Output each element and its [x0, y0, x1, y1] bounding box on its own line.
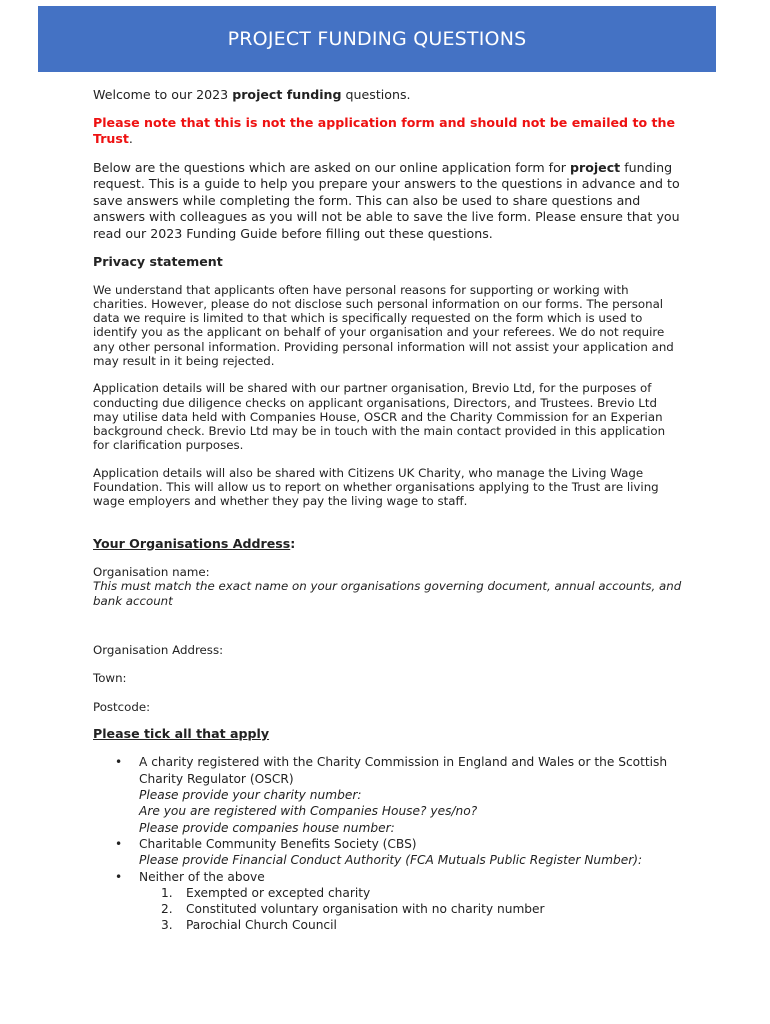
town-label: Town: — [93, 671, 127, 686]
bullet-icon: • — [115, 755, 123, 770]
page-title: PROJECT FUNDING QUESTIONS — [227, 28, 527, 50]
notice-paragraph: Please note that this is not the application form and should not be emailed to the Trust. — [93, 114, 676, 146]
list-item — [93, 836, 683, 869]
privacy-paragraph-3: Application details will also be shared with Citizens UK Charity, who manage the Living Wage Foundation. This will allow us to report on whether organisations applying to the Trust are living wage employers and whether they pay the living wage to staff. — [93, 465, 659, 509]
bullet-icon: • — [115, 869, 123, 884]
address-heading: Your Organisations Address: — [93, 535, 296, 551]
sub-list-item: 3. Parochial Church Council — [161, 918, 337, 933]
document-body — [93, 87, 683, 934]
guide-paragraph: Below are the questions which are asked on our online application form for project funding request. This is a guide to help you prepare your answers to the questions in advance and to save answers while completing the form. This can also be used to share questions and answers with colleagues as you will not be able to save the live form. Please ensure that you read our 2023 Funding Guide before filling out these questions. — [93, 159, 680, 241]
option-text: A charity registered with the Charity Commission in England and Wales or the Scottish Charity Regulator (OSCR) — [139, 755, 668, 786]
title-banner — [38, 6, 716, 72]
org-name-hint: This must match the exact name on your organisations governing document, annual accounts, and bank account — [93, 579, 682, 608]
option-hint: Are you are registered with Companies House? yes/no? — [139, 804, 478, 819]
option-hint: Please provide your charity number: — [139, 788, 362, 803]
option-hint: Please provide companies house number: — [139, 820, 395, 835]
postcode-label: Postcode: — [93, 699, 151, 714]
sub-list-item: 2. Constituted voluntary organisation with no charity number — [161, 902, 545, 917]
bullet-icon: • — [115, 836, 123, 851]
tick-heading: Please tick all that apply — [93, 725, 270, 741]
sub-list-item: 1. Exempted or excepted charity — [161, 885, 371, 900]
intro-paragraph: Welcome to our 2023 project funding questions. — [93, 87, 411, 102]
option-text: Neither of the above — [139, 869, 265, 884]
privacy-paragraph-2: Application details will be shared with our partner organisation, Brevio Ltd, for the purposes of conducting due diligence checks on applicant organisations, Directors, and Trustees. Brevio Ltd may utilise data held with Companies House, OSCR and the Charity Commission for an Experian background check. Brevio Ltd may be in touch with the main contact provided in this application for clarification purposes. — [93, 381, 666, 453]
privacy-heading: Privacy statement — [93, 254, 223, 269]
org-name-label: Organisation name: — [93, 565, 210, 580]
option-text: Charitable Community Benefits Society (CBS) — [139, 836, 417, 851]
list-item — [93, 869, 683, 934]
org-address-label: Organisation Address: — [93, 643, 224, 658]
list-item — [93, 754, 683, 835]
tick-options-list — [93, 754, 683, 933]
privacy-paragraph-1: We understand that applicants often have personal reasons for supporting or working with charities. However, please do not disclose such personal information on our forms. The personal data we require is limited to that which is specifically requested on the form which is used to identify you as the applicant on behalf of your organisation and your referees. We do not require any other personal information. Providing personal information will not assist your application and may result in it being rejected. — [93, 282, 674, 368]
option-hint: Please provide Financial Conduct Authority (FCA Mutuals Public Register Number): — [139, 853, 643, 868]
sub-options-list — [139, 885, 683, 934]
